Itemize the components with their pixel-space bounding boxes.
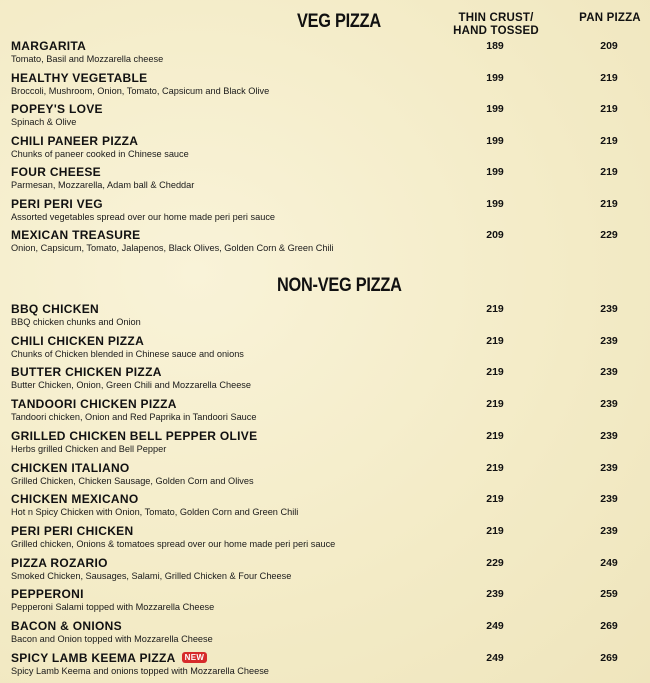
thin-crust-price: 199 <box>486 71 504 84</box>
thin-crust-price: 199 <box>486 134 504 147</box>
thin-crust-price: 219 <box>486 334 504 347</box>
thin-crust-price: 229 <box>486 556 504 569</box>
pan-pizza-price: 219 <box>600 103 618 115</box>
item-name: PIZZA ROZARIO <box>11 555 108 570</box>
item-description: Parmesan, Mozzarella, Adam ball & Cheddar <box>11 180 195 190</box>
pan-pizza-price: 239 <box>600 366 618 379</box>
menu-item <box>11 334 641 366</box>
thin-crust-price: 219 <box>486 303 504 315</box>
thin-crust-price: 239 <box>486 588 504 601</box>
item-description: Bacon and Onion topped with Mozzarella Cheese <box>11 634 213 644</box>
pan-pizza-price: 219 <box>600 134 618 147</box>
menu-item <box>11 197 641 229</box>
pan-pizza-price: 259 <box>600 588 618 601</box>
item-description: Grilled chicken, Onions & tomatoes spread over our home made peri peri sauce <box>11 538 336 549</box>
item-name: CHILI CHICKEN PIZZA <box>11 333 145 348</box>
item-description: Smoked Chicken, Sausages, Salami, Grilled Chicken & Four Cheese <box>11 570 292 581</box>
menu-item <box>11 102 641 134</box>
thin-crust-price: 209 <box>486 229 504 241</box>
menu-item <box>11 365 641 397</box>
thin-crust-price: 199 <box>486 103 504 115</box>
item-description: Chunks of paneer cooked in Chinese sauce <box>11 148 189 159</box>
thin-crust-price: 249 <box>486 651 504 664</box>
pan-pizza-price: 239 <box>600 303 618 315</box>
item-description: BBQ chicken chunks and Onion <box>11 317 141 327</box>
veg-section-title: VEG PIZZA <box>297 11 381 32</box>
item-description: Chunks of Chicken blended in Chinese sauce and onions <box>11 348 244 359</box>
thin-crust-price: 219 <box>486 461 504 474</box>
thin-crust-column-header: THIN CRUST/ HAND TOSSED <box>453 12 539 37</box>
nonveg-section-title: NON-VEG PIZZA <box>277 275 402 296</box>
thin-crust-price: 189 <box>486 40 504 52</box>
item-description: Onion, Capsicum, Tomato, Jalapenos, Black Olives, Golden Corn & Green Chili <box>11 243 334 253</box>
menu-item <box>11 587 641 619</box>
pan-pizza-price: 239 <box>600 398 618 411</box>
pan-pizza-price: 269 <box>600 620 618 632</box>
item-description: Tomato, Basil and Mozzarella cheese <box>11 54 164 64</box>
item-description: Assorted vegetables spread over our home made peri peri sauce <box>11 211 276 222</box>
item-description: Spicy Lamb Keema and onions topped with Mozzarella Cheese <box>11 665 269 676</box>
thin-crust-price: 219 <box>486 429 504 442</box>
pan-pizza-price: 219 <box>600 71 618 84</box>
pan-pizza-price: 239 <box>600 334 618 347</box>
item-description: Broccoli, Mushroom, Onion, Tomato, Capsicum and Black Olive <box>11 85 270 96</box>
item-description: Spinach & Olive <box>11 117 77 127</box>
item-name: MARGARITA <box>11 39 87 53</box>
item-name: PERI PERI CHICKEN <box>11 523 134 538</box>
item-name: PERI PERI VEG <box>11 196 103 211</box>
item-description: Hot n Spicy Chicken with Onion, Tomato, Golden Corn and Green Chili <box>11 507 299 518</box>
menu-item <box>11 228 641 260</box>
item-description: Pepperoni Salami topped with Mozzarella Cheese <box>11 602 215 613</box>
item-name: CHICKEN MEXICANO <box>11 492 139 507</box>
pan-pizza-price: 239 <box>600 524 618 537</box>
new-badge: NEW <box>182 652 208 663</box>
thin-crust-price: 249 <box>486 620 504 632</box>
item-name: GRILLED CHICKEN BELL PEPPER OLIVE <box>11 428 258 443</box>
menu-item <box>11 492 641 524</box>
pan-pizza-price: 269 <box>600 651 618 664</box>
item-name: HEALTHY VEGETABLE <box>11 70 148 85</box>
pan-pizza-price: 219 <box>600 197 618 210</box>
item-name: CHILI PANEER PIZZA <box>11 133 139 148</box>
thin-crust-price: 219 <box>486 398 504 411</box>
menu-item <box>11 651 641 683</box>
item-name: POPEY'S LOVE <box>11 102 103 116</box>
menu-item <box>11 461 641 493</box>
menu-item <box>11 619 641 651</box>
pan-pizza-price: 229 <box>600 229 618 241</box>
item-name: TANDOORI CHICKEN PIZZA <box>11 397 177 412</box>
menu-item <box>11 165 641 197</box>
pan-pizza-price: 239 <box>600 461 618 474</box>
menu-item <box>11 397 641 429</box>
thin-crust-price: 219 <box>486 493 504 506</box>
item-name: FOUR CHEESE <box>11 165 101 179</box>
item-name: SPICY LAMB KEEMA PIZZA NEW <box>11 651 207 665</box>
menu-item <box>11 39 641 71</box>
pan-pizza-price: 239 <box>600 493 618 506</box>
item-description: Butter Chicken, Onion, Green Chili and Mozzarella Cheese <box>11 380 252 391</box>
item-name: PEPPERONI <box>11 587 84 602</box>
thin-crust-price: 199 <box>486 197 504 210</box>
item-description: Grilled Chicken, Chicken Sausage, Golden Corn and Olives <box>11 475 254 486</box>
item-description: Herbs grilled Chicken and Bell Pepper <box>11 443 167 454</box>
thin-crust-price: 199 <box>486 166 504 178</box>
item-name: BUTTER CHICKEN PIZZA <box>11 365 162 380</box>
item-name: BACON & ONIONS <box>11 619 122 633</box>
menu-item <box>11 524 641 556</box>
item-name: MEXICAN TREASURE <box>11 228 141 242</box>
thin-crust-price: 219 <box>486 524 504 537</box>
pan-pizza-column-header: PAN PIZZA <box>579 12 641 24</box>
pan-pizza-price: 249 <box>600 556 618 569</box>
pan-pizza-price: 209 <box>600 40 618 52</box>
item-description: Tandoori chicken, Onion and Red Paprika in Tandoori Sauce <box>11 412 257 423</box>
item-name: CHICKEN ITALIANO <box>11 460 130 475</box>
menu-item <box>11 71 641 103</box>
pan-pizza-price: 239 <box>600 429 618 442</box>
menu-item <box>11 556 641 588</box>
menu-item <box>11 134 641 166</box>
thin-crust-price: 219 <box>486 366 504 379</box>
pan-pizza-price: 219 <box>600 166 618 178</box>
menu-item <box>11 302 641 334</box>
item-name: BBQ CHICKEN <box>11 302 99 316</box>
menu-item <box>11 429 641 461</box>
